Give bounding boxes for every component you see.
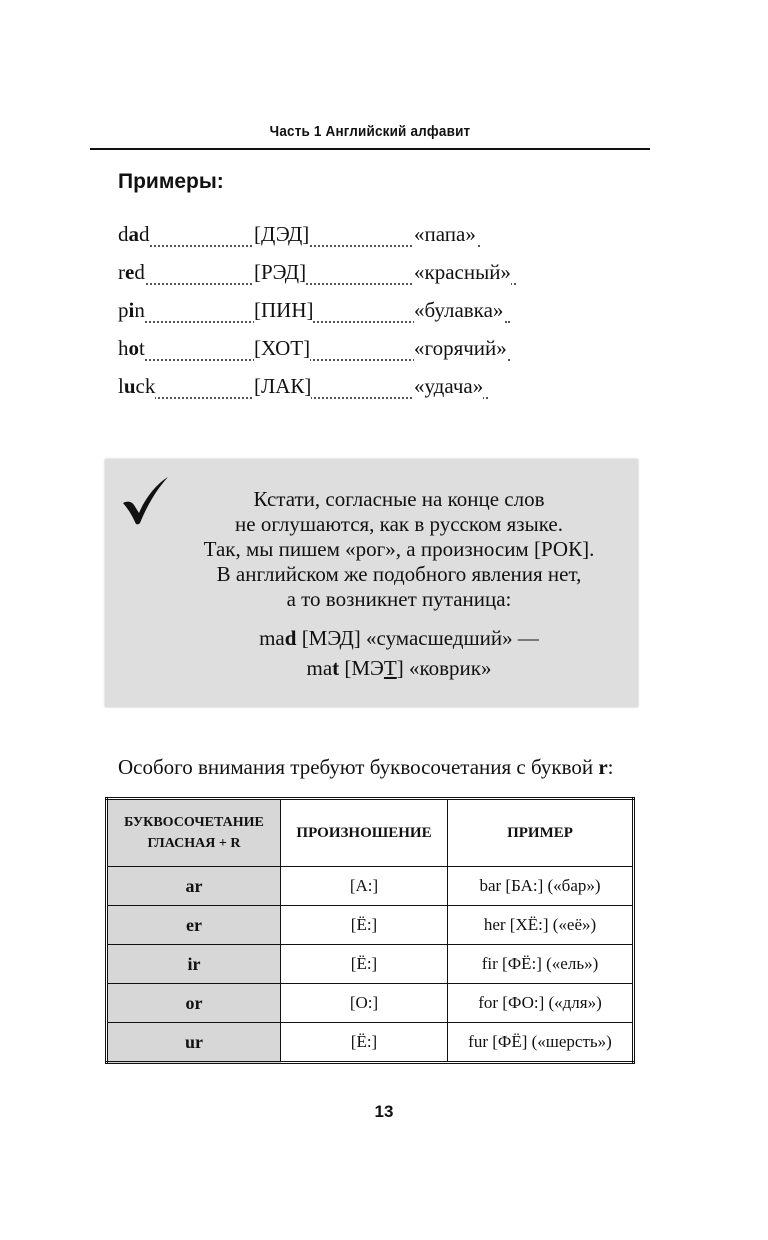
page-number: 13 (374, 1102, 394, 1121)
note-example-mad: mad [МЭД] «сумасшедший» — (259, 626, 539, 650)
cell-example: for [ФО:] («для») (448, 984, 634, 1023)
note-line: В английском же подобного явления нет, (216, 562, 582, 586)
cell-combination: ur (107, 1023, 281, 1063)
example-row (118, 258, 538, 296)
example-gloss: «красный» (414, 260, 511, 284)
header-combination: БУКВОСОЧЕТАНИЕ ГЛАСНАЯ + R (107, 799, 281, 867)
cell-pronunciation: [О:] (281, 984, 448, 1023)
example-word: dad (118, 222, 150, 246)
example-transcription: [ПИН] (254, 298, 314, 322)
example-word: hot (118, 336, 145, 360)
cell-example: her [ХЁ:] («её») (448, 906, 634, 945)
example-row (118, 334, 538, 372)
table-row (107, 867, 634, 906)
letter-combination-table (105, 797, 635, 1064)
note-examples (169, 623, 629, 683)
cell-pronunciation: [Ё:] (281, 1023, 448, 1063)
example-word: red (118, 260, 145, 284)
example-row (118, 372, 538, 410)
cell-pronunciation: [Ё:] (281, 906, 448, 945)
cell-combination: ir (107, 945, 281, 984)
example-gloss: «булавка» (414, 298, 504, 322)
note-line: Так, мы пишем «рог», а произносим [РОК]. (203, 537, 595, 561)
example-transcription: [РЭД] (254, 260, 307, 284)
section-heading: Примеры: (118, 170, 224, 193)
cell-combination: er (107, 906, 281, 945)
table-row (107, 984, 634, 1023)
cell-example: bar [БА:] («бар») (448, 867, 634, 906)
example-gloss: «горячий» (414, 336, 507, 360)
checkmark-icon (119, 475, 171, 527)
example-row (118, 220, 538, 258)
cell-example: fur [ФЁ] («шерсть») (448, 1023, 634, 1063)
note-line: не оглушаются, как в русском языке. (235, 512, 563, 536)
table-row (107, 945, 634, 984)
example-word: pin (118, 298, 145, 322)
cell-combination: ar (107, 867, 281, 906)
note-line: Кстати, согласные на конце слов (253, 487, 545, 511)
table-row (107, 906, 634, 945)
example-transcription: [ХОТ] (254, 336, 311, 360)
header-example: ПРИМЕР (448, 799, 634, 867)
example-transcription: [ЛАК] (254, 374, 312, 398)
example-row (118, 296, 538, 334)
example-transcription: [ДЭД] (254, 222, 310, 246)
note-box (105, 459, 638, 707)
note-text (169, 487, 629, 612)
running-head: Часть 1 Английский алфавит (269, 123, 471, 140)
cell-combination: or (107, 984, 281, 1023)
table-header-row (107, 799, 634, 867)
example-word: luck (118, 374, 156, 398)
cell-pronunciation: [Ё:] (281, 945, 448, 984)
note-example-mat: mat [МЭТ] «коврик» (306, 656, 492, 680)
examples-list (118, 220, 538, 410)
header-rule (90, 148, 650, 150)
cell-example: fir [ФЁ:] («ель») (448, 945, 634, 984)
table-intro: Особого внимания требуют буквосочетания с буквой r: (118, 755, 614, 779)
example-gloss: «удача» (414, 374, 484, 398)
note-line: а то возникнет путаница: (286, 587, 512, 611)
table-row (107, 1023, 634, 1063)
header-pronunciation: ПРОИЗНОШЕНИЕ (281, 799, 448, 867)
cell-pronunciation: [А:] (281, 867, 448, 906)
example-gloss: «папа» (414, 222, 476, 246)
